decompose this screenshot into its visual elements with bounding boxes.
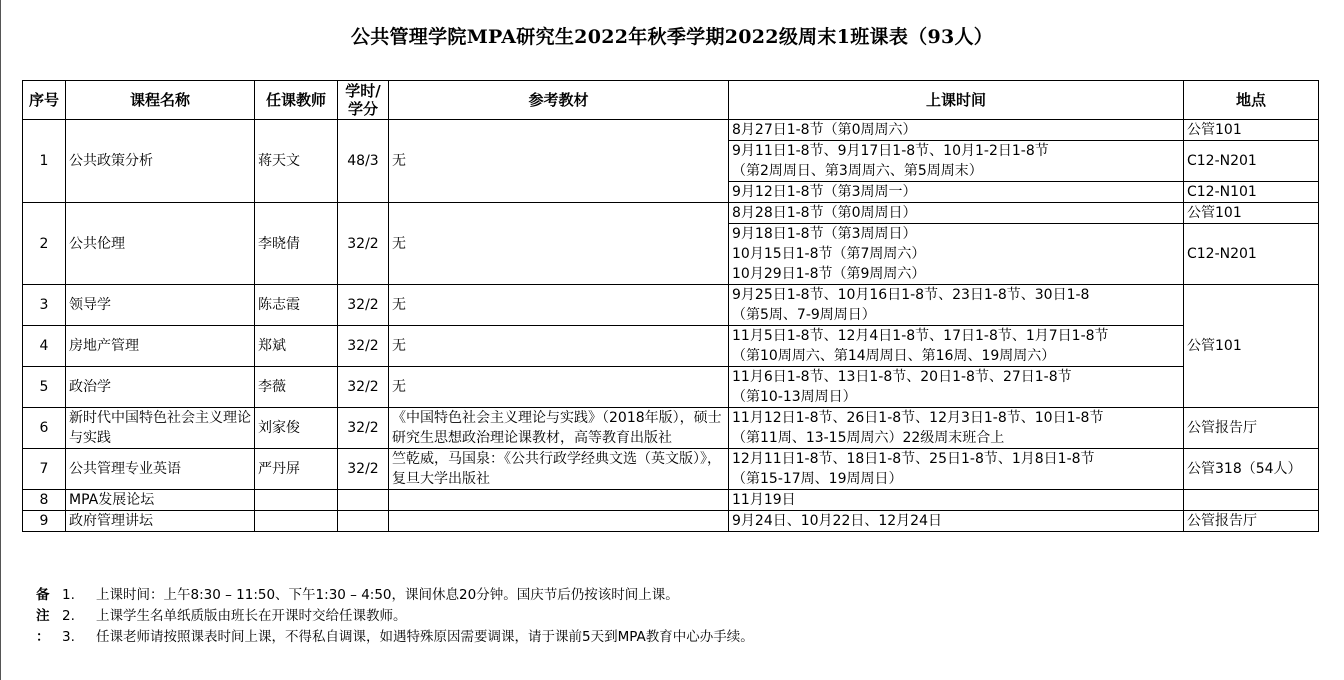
cell-teacher: 蒋天文 bbox=[255, 120, 338, 203]
table-row bbox=[23, 203, 1319, 224]
table-row bbox=[23, 408, 1319, 449]
cell-hours: 48/3 bbox=[338, 120, 389, 203]
header-textbook: 参考教材 bbox=[389, 81, 729, 120]
cell-time: 12月11日1-8节、18日1-8节、25日1-8节、1月8日1-8节 （第15-17周、19周周日） bbox=[729, 449, 1184, 490]
cell-textbook: 无 bbox=[389, 203, 729, 285]
cell-place: C12-N101 bbox=[1184, 182, 1319, 203]
note-number: 1. bbox=[62, 587, 75, 603]
cell-no: 1 bbox=[23, 120, 66, 203]
notes-label-char: ： bbox=[36, 629, 50, 645]
cell-teacher: 严丹屏 bbox=[255, 449, 338, 490]
cell-textbook: 无 bbox=[389, 326, 729, 367]
left-border bbox=[0, 0, 1, 680]
cell-time: 9月25日1-8节、10月16日1-8节、23日1-8节、30日1-8 （第5周、7-9周周日） bbox=[729, 285, 1184, 326]
cell-course: 公共伦理 bbox=[66, 203, 255, 285]
cell-textbook: 竺乾威，马国泉：《公共行政学经典文选（英文版）》，复旦大学出版社 bbox=[389, 449, 729, 490]
cell-course: 公共管理专业英语 bbox=[66, 449, 255, 490]
cell-time: 9月18日1-8节（第3周周日） 10月15日1-8节（第7周周六） 10月29日1-8节（第9周周六） bbox=[729, 224, 1184, 285]
cell-place: C12-N201 bbox=[1184, 224, 1319, 285]
cell-course: 政府管理讲坛 bbox=[66, 511, 255, 532]
cell-time: 9月11日1-8节、9月17日1-8节、10月1-2日1-8节 （第2周周日、第3周周六、第5周周末） bbox=[729, 141, 1184, 182]
cell-place: 公管101 bbox=[1184, 120, 1319, 141]
note-text: 任课老师请按照课表时间上课，不得私自调课，如遇特殊原因需要调课，请于课前5天到MPA教育中心办手续。 bbox=[96, 629, 754, 645]
note-text: 上课时间：上午8:30 – 11:50、下午1:30 – 4:50，课间休息20分钟。国庆节后仍按该时间上课。 bbox=[96, 587, 679, 603]
cell-no: 7 bbox=[23, 449, 66, 490]
page-title: 公共管理学院MPA研究生2022年秋季学期2022级周末1班课表（93人） bbox=[350, 26, 994, 48]
cell-teacher bbox=[255, 511, 338, 532]
table-row bbox=[23, 367, 1319, 408]
cell-hours bbox=[338, 490, 389, 511]
cell-course: 公共政策分析 bbox=[66, 120, 255, 203]
header-place: 地点 bbox=[1184, 81, 1319, 120]
header-time: 上课时间 bbox=[729, 81, 1184, 120]
table-row bbox=[23, 490, 1319, 511]
cell-no: 4 bbox=[23, 326, 66, 367]
cell-teacher: 刘家俊 bbox=[255, 408, 338, 449]
cell-no: 9 bbox=[23, 511, 66, 532]
cell-no: 5 bbox=[23, 367, 66, 408]
cell-teacher: 李薇 bbox=[255, 367, 338, 408]
note-item bbox=[36, 627, 754, 648]
note-item bbox=[36, 585, 754, 606]
table-row bbox=[23, 285, 1319, 326]
cell-hours bbox=[338, 511, 389, 532]
header-teacher: 任课教师 bbox=[255, 81, 338, 120]
cell-hours: 32/2 bbox=[338, 203, 389, 285]
cell-course: 新时代中国特色社会主义理论与实践 bbox=[66, 408, 255, 449]
cell-time: 11月19日 bbox=[729, 490, 1184, 511]
cell-course: 房地产管理 bbox=[66, 326, 255, 367]
header-row bbox=[23, 81, 1319, 120]
cell-hours: 32/2 bbox=[338, 367, 389, 408]
notes-section bbox=[36, 585, 754, 648]
cell-hours: 32/2 bbox=[338, 408, 389, 449]
cell-place: 公管101 bbox=[1184, 203, 1319, 224]
cell-textbook bbox=[389, 511, 729, 532]
cell-textbook: 无 bbox=[389, 285, 729, 326]
header-no: 序号 bbox=[23, 81, 66, 120]
header-course: 课程名称 bbox=[66, 81, 255, 120]
cell-no: 6 bbox=[23, 408, 66, 449]
cell-place: 公管报告厅 bbox=[1184, 511, 1319, 532]
table-row bbox=[23, 511, 1319, 532]
cell-place: 公管报告厅 bbox=[1184, 408, 1319, 449]
table-row bbox=[23, 326, 1319, 367]
note-item bbox=[36, 606, 754, 627]
notes-label-char: 备 bbox=[36, 587, 50, 603]
note-text: 上课学生名单纸质版由班长在开课时交给任课教师。 bbox=[96, 608, 407, 624]
cell-time: 11月5日1-8节、12月4日1-8节、17日1-8节、1月7日1-8节 （第10周周六、第14周周日、第16周、19周周六） bbox=[729, 326, 1184, 367]
cell-textbook: 无 bbox=[389, 367, 729, 408]
cell-no: 2 bbox=[23, 203, 66, 285]
cell-place: 公管101 bbox=[1184, 285, 1319, 408]
cell-teacher: 李晓倩 bbox=[255, 203, 338, 285]
notes-label-char: 注 bbox=[36, 608, 50, 624]
cell-time: 11月6日1-8节、13日1-8节、20日1-8节、27日1-8节 （第10-13周周日） bbox=[729, 367, 1184, 408]
cell-teacher: 陈志霞 bbox=[255, 285, 338, 326]
cell-textbook: 《中国特色社会主义理论与实践》（2018年版），硕士研究生思想政治理论课教材，高等教育出版社 bbox=[389, 408, 729, 449]
cell-place: C12-N201 bbox=[1184, 141, 1319, 182]
cell-hours: 32/2 bbox=[338, 285, 389, 326]
cell-place bbox=[1184, 490, 1319, 511]
cell-time: 9月24日、10月22日、12月24日 bbox=[729, 511, 1184, 532]
table-row bbox=[23, 449, 1319, 490]
cell-time: 9月12日1-8节（第3周周一） bbox=[729, 182, 1184, 203]
cell-textbook: 无 bbox=[389, 120, 729, 203]
cell-hours: 32/2 bbox=[338, 449, 389, 490]
cell-no: 8 bbox=[23, 490, 66, 511]
header-hours: 学时/ 学分 bbox=[338, 81, 389, 120]
cell-course: MPA发展论坛 bbox=[66, 490, 255, 511]
cell-hours: 32/2 bbox=[338, 326, 389, 367]
cell-course: 领导学 bbox=[66, 285, 255, 326]
note-number: 2. bbox=[62, 608, 75, 624]
cell-time: 8月28日1-8节（第0周周日） bbox=[729, 203, 1184, 224]
table-row bbox=[23, 120, 1319, 141]
cell-place: 公管318（54人） bbox=[1184, 449, 1319, 490]
note-number: 3. bbox=[62, 629, 75, 645]
cell-time: 11月12日1-8节、26日1-8节、12月3日1-8节、10日1-8节 （第11周、13-15周周六）22级周末班合上 bbox=[729, 408, 1184, 449]
cell-teacher: 郑斌 bbox=[255, 326, 338, 367]
cell-teacher bbox=[255, 490, 338, 511]
cell-course: 政治学 bbox=[66, 367, 255, 408]
schedule-table bbox=[22, 80, 1319, 532]
cell-time: 8月27日1-8节（第0周周六） bbox=[729, 120, 1184, 141]
cell-textbook bbox=[389, 490, 729, 511]
cell-no: 3 bbox=[23, 285, 66, 326]
